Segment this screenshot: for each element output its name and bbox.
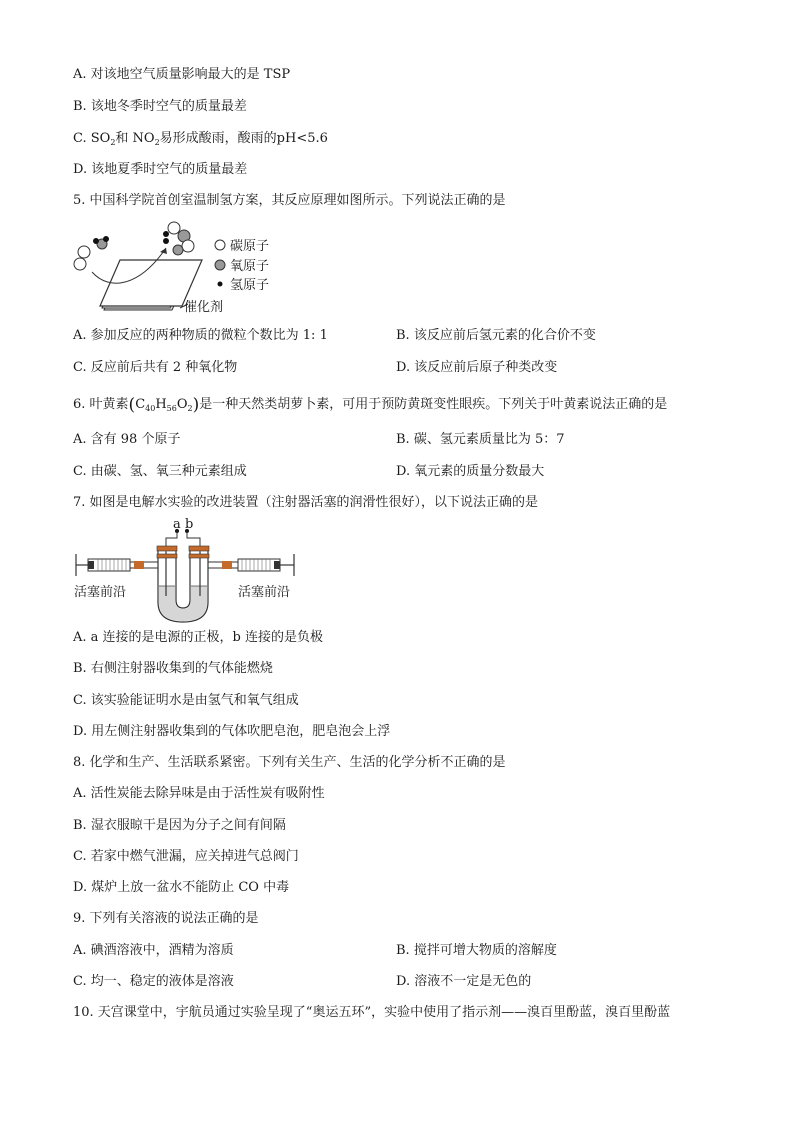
q10-stem: 10. 天宫课堂中，宇航员通过实验呈现了“奥运五环”，实验中使用了指示剂——溴百里酚蓝，溴百里酚蓝 (73, 1005, 671, 1020)
q9-stem: 9. 下列有关溶液的说法正确的是 (73, 911, 259, 926)
q9-option-b: B. 搅拌可增大物质的溶解度 (396, 943, 557, 958)
q4-option-c: C. $SO_2$和 $NO_2$易形成酸雨，酸雨的pH<5.6 (73, 131, 328, 147)
right-piston-label: 活塞前沿 (238, 585, 291, 600)
q4-option-b: B. 该地冬季时空气的质量最差 (73, 99, 247, 114)
q9-option-d: D. 溶液不一定是无色的 (396, 974, 532, 989)
terminal-a-label: a (173, 517, 181, 532)
q8-option-a: A. 活性炭能去除异味是由于活性炭有吸附性 (73, 786, 325, 801)
q9-option-c: C. 均一、稳定的液体是溶液 (73, 974, 234, 989)
legend-oxygen-symbol (215, 260, 225, 270)
q5-reaction-diagram (70, 220, 290, 320)
legend-oxygen-label: 氧原子 (230, 259, 270, 274)
legend-carbon-symbol (215, 240, 225, 250)
legend-hydrogen-symbol (218, 282, 223, 287)
q8-stem: 8. 化学和生产、生活联系紧密。下列有关生产、生活的化学分析不正确的是 (73, 755, 506, 770)
terminal-b-label: b (185, 517, 194, 532)
q7-electrolysis-apparatus (70, 516, 310, 628)
left-piston-label: 活塞前沿 (74, 585, 127, 600)
q5-stem: 5. 中国科学院首创室温制氢方案，其反应原理如图所示。下列说法正确的是 (73, 193, 506, 208)
q6-option-d: D. 氧元素的质量分数最大 (396, 464, 545, 479)
q4-option-a: A. 对该地空气质量影响最大的是 TSP (73, 67, 291, 82)
legend-hydrogen-label: 氢原子 (230, 278, 270, 293)
left-syringe (76, 554, 130, 576)
q7-option-a: A. a 连接的是电源的正极，b 连接的是负极 (73, 630, 323, 645)
q7-option-d: D. 用左侧注射器收集到的气体吹肥皂泡，肥皂泡会上浮 (73, 724, 391, 739)
q6-option-b: B. 碳、氢元素质量比为 5：7 (396, 432, 565, 447)
q8-option-b: B. 湿衣服晾干是因为分子之间有间隔 (73, 818, 286, 833)
q8-option-d: D. 煤炉上放一盆水不能防止 CO 中毒 (73, 880, 290, 895)
q8-option-c: C. 若家中燃气泄漏，应关掉进气总阀门 (73, 849, 299, 864)
q7-option-c: C. 该实验能证明水是由氢气和氧气组成 (73, 693, 299, 708)
catalyst-label: 催化剂 (184, 300, 224, 315)
q6-option-a: A. 含有 98 个原子 (73, 432, 181, 447)
q5-option-a: A. 参加反应的两种物质的微粒个数比为 1: 1 (73, 328, 328, 343)
q7-option-b: B. 右侧注射器收集到的气体能燃烧 (73, 661, 273, 676)
legend-carbon-label: 碳原子 (230, 239, 270, 254)
q5-option-b: B. 该反应前后氢元素的化合价不变 (396, 328, 596, 343)
q9-option-a: A. 碘酒溶液中，酒精为溶质 (73, 943, 234, 958)
q6-option-c: C. 由碳、氢、氧三种元素组成 (73, 464, 247, 479)
q6-stem: 6. 叶黄素$(C_{40}H_{56}O_2)$是一种天然类胡萝卜素，可用于预防黄斑变性眼疾。下列关于叶黄素说法正确的是 (73, 395, 668, 415)
q5-option-d: D. 该反应前后原子种类改变 (396, 360, 558, 375)
q5-option-c: C. 反应前后共有 2 种氧化物 (73, 360, 238, 375)
q4-option-d: D. 该地夏季时空气的质量最差 (73, 162, 248, 177)
right-syringe (238, 554, 294, 576)
q7-stem: 7. 如图是电解水实验的改进装置（注射器活塞的润滑性很好），以下说法正确的是 (73, 495, 539, 510)
